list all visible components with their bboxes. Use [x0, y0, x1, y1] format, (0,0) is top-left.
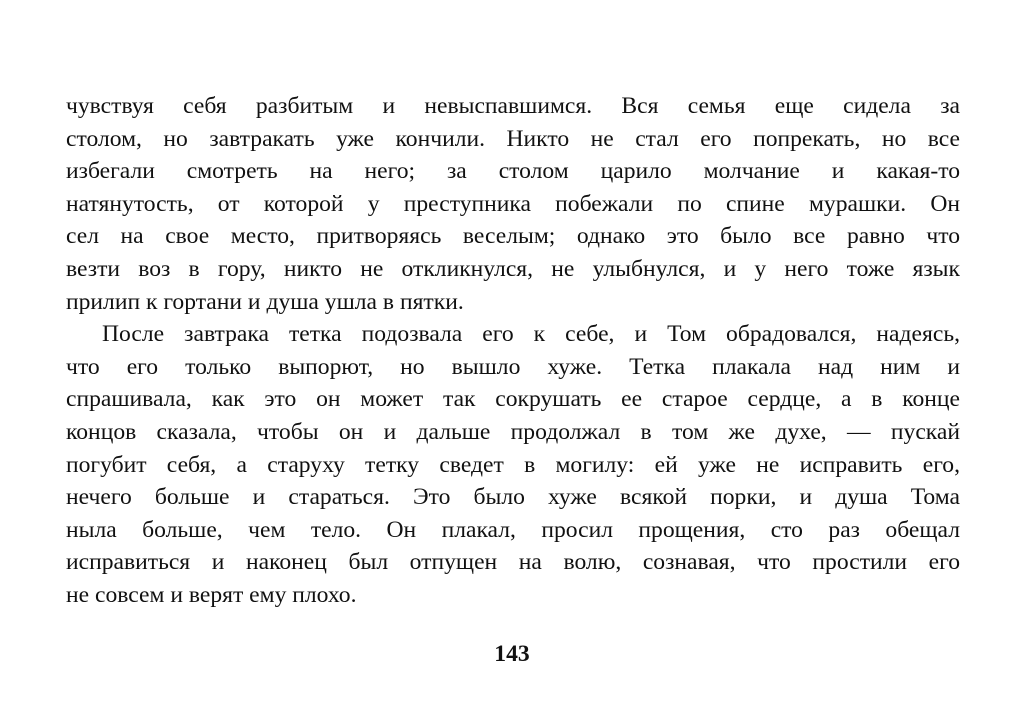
- text-line: исправиться и наконец был отпущен на волю, сознавая, что простили его: [66, 549, 960, 576]
- text-line: ныла больше, чем тело. Он плакал, просил прощения, сто раз обещал: [66, 516, 960, 543]
- text-line: концов сказала, чтобы он и дальше продолжал в том же духе, — пускай: [66, 418, 960, 445]
- paragraph-1: [66, 90, 960, 318]
- paragraph-2: [66, 318, 960, 611]
- text-line: что его только выпорют, но вышло хуже. Тетка плакала над ним и: [66, 353, 960, 380]
- page-number: 143: [494, 641, 530, 667]
- text-line: спрашивала, как это он может так сокрушать ее старое сердце, а в конце: [66, 386, 960, 413]
- text-line: чувствуя себя разбитым и невыспавшимся. Вся семья еще сидела за: [66, 93, 960, 119]
- text-line: сел на свое место, притворяясь веселым; однако это было все равно что: [66, 223, 960, 250]
- text-line: не совсем и верят ему плохо.: [66, 581, 357, 608]
- text-line: везти воз в гору, никто не откликнулся, не улыбнулся, и у него тоже язык: [66, 255, 960, 282]
- text-line: столом, но завтракать уже кончили. Никто не стал его попрекать, но все: [66, 125, 960, 152]
- text-line: После завтрака тетка подозвала его к себе, и Том обрадовался, надеясь,: [102, 321, 960, 348]
- text-line: прилип к гортани и душа ушла в пятки.: [66, 288, 464, 315]
- text-line: натянутость, от которой у преступника побежали по спине мурашки. Он: [66, 190, 960, 217]
- text-line: избегали смотреть на него; за столом царило молчание и какая-то: [66, 158, 960, 185]
- text-line: нечего больше и стараться. Это было хуже всякой порки, и душа Тома: [66, 484, 960, 511]
- text-line: погубит себя, а старуху тетку сведет в могилу: ей уже не исправить его,: [66, 451, 960, 478]
- body-text: [66, 90, 960, 612]
